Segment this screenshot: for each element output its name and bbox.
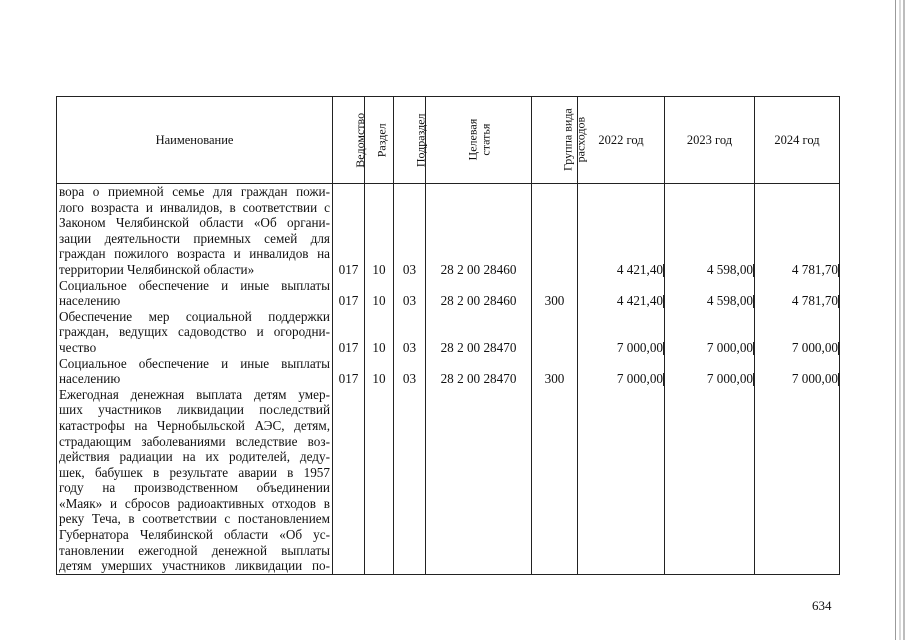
target-cell [426, 278, 531, 294]
target-cell: 28 2 00 28470 [440, 339, 517, 355]
y2024-cell [755, 449, 839, 465]
group-cell [532, 278, 577, 294]
y2023-cell [665, 558, 754, 574]
year-2024-column [755, 184, 840, 575]
dept-cell [333, 324, 364, 340]
dept-cell: 017 [338, 339, 359, 355]
section-cell [365, 449, 393, 465]
y2023-cell [665, 527, 754, 543]
target-cell: 28 2 00 28460 [440, 293, 517, 309]
y2022-cell [578, 324, 664, 340]
y2023-cell [665, 449, 754, 465]
section-cell [365, 527, 393, 543]
y2023-cell [665, 246, 754, 262]
y2023-cell [665, 215, 754, 231]
group-cell [532, 262, 577, 278]
subsection-cell [394, 496, 425, 512]
target-cell [426, 480, 531, 496]
target-cell [426, 231, 531, 247]
name-line: чество [59, 339, 97, 355]
y2024-cell [755, 418, 839, 434]
header-2024: 2024 год [755, 97, 840, 184]
y2023-cell [665, 543, 754, 559]
name-column [57, 184, 333, 575]
dept-cell [333, 434, 364, 450]
y2024-cell [755, 278, 839, 294]
target-cell [426, 200, 531, 216]
dept-cell [333, 184, 364, 200]
y2023-cell [665, 231, 754, 247]
y2022-cell [578, 387, 664, 403]
page-edge-line [895, 0, 896, 640]
header-section: Раздел [365, 97, 394, 184]
section-cell [365, 511, 393, 527]
name-line: катастрофы на Чернобыльской АЭС, детям, [59, 417, 330, 433]
section-cell [365, 465, 393, 481]
section-cell [365, 558, 393, 574]
section-cell: 10 [372, 293, 386, 309]
target-cell [426, 434, 531, 450]
y2022-cell [578, 246, 664, 262]
name-line: населению [59, 293, 121, 309]
y2023-cell: 7 000,00 [665, 371, 754, 387]
subsection-cell [394, 387, 425, 403]
section-cell [365, 215, 393, 231]
section-cell [365, 402, 393, 418]
name-line: Губернатора Челябинской области «Об ус- [59, 527, 330, 543]
subsection-cell: 03 [402, 371, 417, 387]
y2024-cell [755, 402, 839, 418]
name-line: Обеспечение мер социальной поддержки [59, 308, 330, 324]
section-cell: 10 [372, 371, 386, 387]
target-column [426, 184, 532, 575]
subsection-cell [394, 246, 425, 262]
dept-cell [333, 418, 364, 434]
y2024-cell [755, 387, 839, 403]
group-cell [532, 480, 577, 496]
y2022-cell [578, 418, 664, 434]
target-cell [426, 543, 531, 559]
group-cell [532, 511, 577, 527]
y2022-cell: 4 421,40 [578, 262, 664, 278]
y2024-cell [755, 231, 839, 247]
name-line: действия радиации на их родителей, деду- [59, 449, 330, 465]
name-line: Социальное обеспечение и иные выплаты [59, 355, 330, 371]
y2024-cell: 7 000,00 [755, 340, 839, 356]
group-cell [532, 231, 577, 247]
y2023-cell [665, 324, 754, 340]
group-cell [532, 496, 577, 512]
section-cell: 10 [372, 261, 386, 277]
target-cell [426, 215, 531, 231]
y2024-cell [755, 246, 839, 262]
group-cell [532, 309, 577, 325]
name-line: вора о приемной семье для граждан пожи- [59, 184, 330, 199]
dept-cell [333, 356, 364, 372]
subsection-cell [394, 434, 425, 450]
subsection-cell [394, 558, 425, 574]
y2023-cell [665, 278, 754, 294]
name-line: «Маяк» и сбросов радиоактивных отходов в [59, 495, 330, 511]
name-line: году на производственном объединении [59, 480, 330, 496]
y2022-cell [578, 480, 664, 496]
name-line: ших участников ликвидации последствий [59, 402, 330, 418]
name-line: территории Челябинской области» [59, 261, 255, 277]
dept-cell [333, 449, 364, 465]
target-cell [426, 449, 531, 465]
y2024-cell [755, 434, 839, 450]
dept-cell [333, 200, 364, 216]
dept-cell [333, 246, 364, 262]
subsection-cell [394, 449, 425, 465]
y2024-cell [755, 309, 839, 325]
subsection-cell: 03 [402, 293, 417, 309]
group-cell: 300 [544, 293, 565, 309]
name-line: Ежегодная денежная выплата детям умер- [59, 386, 330, 402]
y2023-cell: 4 598,00 [665, 262, 754, 278]
section-cell [365, 246, 393, 262]
y2022-cell: 7 000,00 [578, 340, 664, 356]
dept-cell [333, 558, 364, 574]
name-line: реку Теча, в соответствии с постановлением [59, 511, 330, 527]
dept-cell [333, 543, 364, 559]
y2022-cell [578, 356, 664, 372]
target-cell [426, 309, 531, 325]
group-cell [532, 246, 577, 262]
y2024-cell [755, 511, 839, 527]
y2024-cell [755, 200, 839, 216]
target-cell: 28 2 00 28470 [440, 371, 517, 387]
group-cell [532, 543, 577, 559]
target-cell [426, 356, 531, 372]
subsection-cell [394, 278, 425, 294]
subsection-column [394, 184, 426, 575]
y2023-cell [665, 496, 754, 512]
section-cell: 10 [372, 339, 386, 355]
table-body-row [57, 184, 840, 575]
target-cell [426, 387, 531, 403]
section-cell [365, 200, 393, 216]
subsection-cell: 03 [402, 261, 417, 277]
section-cell [365, 543, 393, 559]
table-header-row [57, 97, 840, 184]
y2024-cell [755, 184, 839, 200]
page-number: 634 [812, 598, 832, 613]
y2023-cell [665, 184, 754, 200]
y2022-cell: 4 421,40 [578, 293, 664, 309]
header-expense-group: Группа вида расходов [532, 97, 578, 184]
section-cell [365, 434, 393, 450]
y2024-cell [755, 527, 839, 543]
target-cell [426, 496, 531, 512]
dept-cell [333, 480, 364, 496]
dept-cell [333, 402, 364, 418]
y2022-cell [578, 543, 664, 559]
dept-cell: 017 [338, 261, 359, 277]
name-line: страдающим заболеваниями вследствие воз- [59, 433, 330, 449]
name-line: детям умерших участников ликвидации по- [59, 558, 330, 574]
group-cell [532, 340, 577, 356]
y2024-cell [755, 496, 839, 512]
y2022-cell [578, 402, 664, 418]
y2024-cell [755, 558, 839, 574]
y2022-cell [578, 558, 664, 574]
subsection-cell [394, 480, 425, 496]
y2022-cell [578, 200, 664, 216]
target-cell [426, 558, 531, 574]
section-cell [365, 418, 393, 434]
y2022-cell [578, 215, 664, 231]
header-dept: Ведомство [333, 97, 365, 184]
subsection-cell [394, 200, 425, 216]
y2024-cell [755, 324, 839, 340]
header-name: Наименование [57, 97, 333, 184]
y2022-cell: 7 000,00 [578, 371, 664, 387]
group-cell [532, 449, 577, 465]
name-line: граждан, ведущих садоводство и огородни- [59, 324, 330, 340]
y2022-cell [578, 309, 664, 325]
group-cell [532, 434, 577, 450]
section-cell [365, 356, 393, 372]
dept-cell [333, 496, 364, 512]
dept-cell: 017 [338, 293, 359, 309]
y2022-cell [578, 527, 664, 543]
group-cell [532, 558, 577, 574]
subsection-cell [394, 231, 425, 247]
header-subsection: Подраздел [394, 97, 426, 184]
dept-cell [333, 465, 364, 481]
y2022-cell [578, 184, 664, 200]
section-cell [365, 278, 393, 294]
subsection-cell [394, 184, 425, 200]
y2024-cell: 4 781,70 [755, 262, 839, 278]
target-cell [426, 184, 531, 200]
group-cell [532, 356, 577, 372]
y2023-cell [665, 387, 754, 403]
target-cell [426, 324, 531, 340]
section-cell [365, 184, 393, 200]
name-line: тановлении ежегодной денежной выплаты [59, 542, 330, 558]
section-column [365, 184, 394, 575]
expense-group-column [532, 184, 578, 575]
group-cell [532, 527, 577, 543]
name-line: населению [59, 371, 121, 387]
section-cell [365, 309, 393, 325]
name-line: лого возраста и инвалидов, в соответствии с [59, 199, 330, 215]
group-cell [532, 402, 577, 418]
dept-cell [333, 527, 364, 543]
dept-cell [333, 309, 364, 325]
name-line: граждан пожилого возраста и инвалидов на [59, 246, 330, 262]
y2023-cell: 4 598,00 [665, 293, 754, 309]
dept-cell [333, 387, 364, 403]
y2023-cell [665, 418, 754, 434]
section-cell [365, 324, 393, 340]
header-2022: 2022 год [578, 97, 665, 184]
dept-cell [333, 278, 364, 294]
y2022-cell [578, 465, 664, 481]
group-cell [532, 324, 577, 340]
target-cell [426, 465, 531, 481]
target-cell [426, 527, 531, 543]
group-cell [532, 418, 577, 434]
group-cell: 300 [544, 371, 565, 387]
name-line: Законом Челябинской области «Об органи- [59, 215, 330, 231]
name-line: Социальное обеспечение и иные выплаты [59, 277, 330, 293]
header-target: Целевая статья [426, 97, 532, 184]
y2023-cell [665, 511, 754, 527]
y2023-cell [665, 480, 754, 496]
subsection-cell [394, 215, 425, 231]
y2024-cell: 7 000,00 [755, 371, 839, 387]
target-cell [426, 511, 531, 527]
dept-column [333, 184, 365, 575]
subsection-cell [394, 465, 425, 481]
section-cell [365, 387, 393, 403]
y2024-cell [755, 465, 839, 481]
y2023-cell [665, 465, 754, 481]
y2023-cell [665, 309, 754, 325]
y2023-cell [665, 434, 754, 450]
dept-cell [333, 215, 364, 231]
target-cell [426, 246, 531, 262]
y2024-cell [755, 356, 839, 372]
y2022-cell [578, 231, 664, 247]
y2024-cell [755, 215, 839, 231]
dept-cell: 017 [338, 371, 359, 387]
y2023-cell [665, 402, 754, 418]
group-cell [532, 215, 577, 231]
header-2023: 2023 год [665, 97, 755, 184]
y2022-cell [578, 434, 664, 450]
subsection-cell [394, 527, 425, 543]
y2023-cell [665, 356, 754, 372]
section-cell [365, 496, 393, 512]
subsection-cell [394, 402, 425, 418]
group-cell [532, 200, 577, 216]
year-2023-column [665, 184, 755, 575]
subsection-cell [394, 324, 425, 340]
subsection-cell [394, 418, 425, 434]
y2022-cell [578, 511, 664, 527]
subsection-cell: 03 [402, 339, 417, 355]
y2022-cell [578, 449, 664, 465]
name-line: шек, бабушек в результате аварии в 1957 [59, 464, 330, 480]
section-cell [365, 480, 393, 496]
section-cell [365, 231, 393, 247]
target-cell [426, 418, 531, 434]
subsection-cell [394, 356, 425, 372]
target-cell [426, 402, 531, 418]
name-line: зации деятельности приемных семей для [59, 230, 330, 246]
page-edge-shadow [899, 0, 901, 640]
group-cell [532, 387, 577, 403]
y2023-cell [665, 200, 754, 216]
year-2022-column [578, 184, 665, 575]
group-cell [532, 465, 577, 481]
y2023-cell: 7 000,00 [665, 340, 754, 356]
subsection-cell [394, 543, 425, 559]
y2022-cell [578, 278, 664, 294]
subsection-cell [394, 309, 425, 325]
target-cell: 28 2 00 28460 [440, 261, 517, 277]
y2022-cell [578, 496, 664, 512]
dept-cell [333, 231, 364, 247]
budget-table [56, 96, 840, 575]
group-cell [532, 184, 577, 200]
y2024-cell: 4 781,70 [755, 293, 839, 309]
dept-cell [333, 511, 364, 527]
subsection-cell [394, 511, 425, 527]
y2024-cell [755, 543, 839, 559]
y2024-cell [755, 480, 839, 496]
